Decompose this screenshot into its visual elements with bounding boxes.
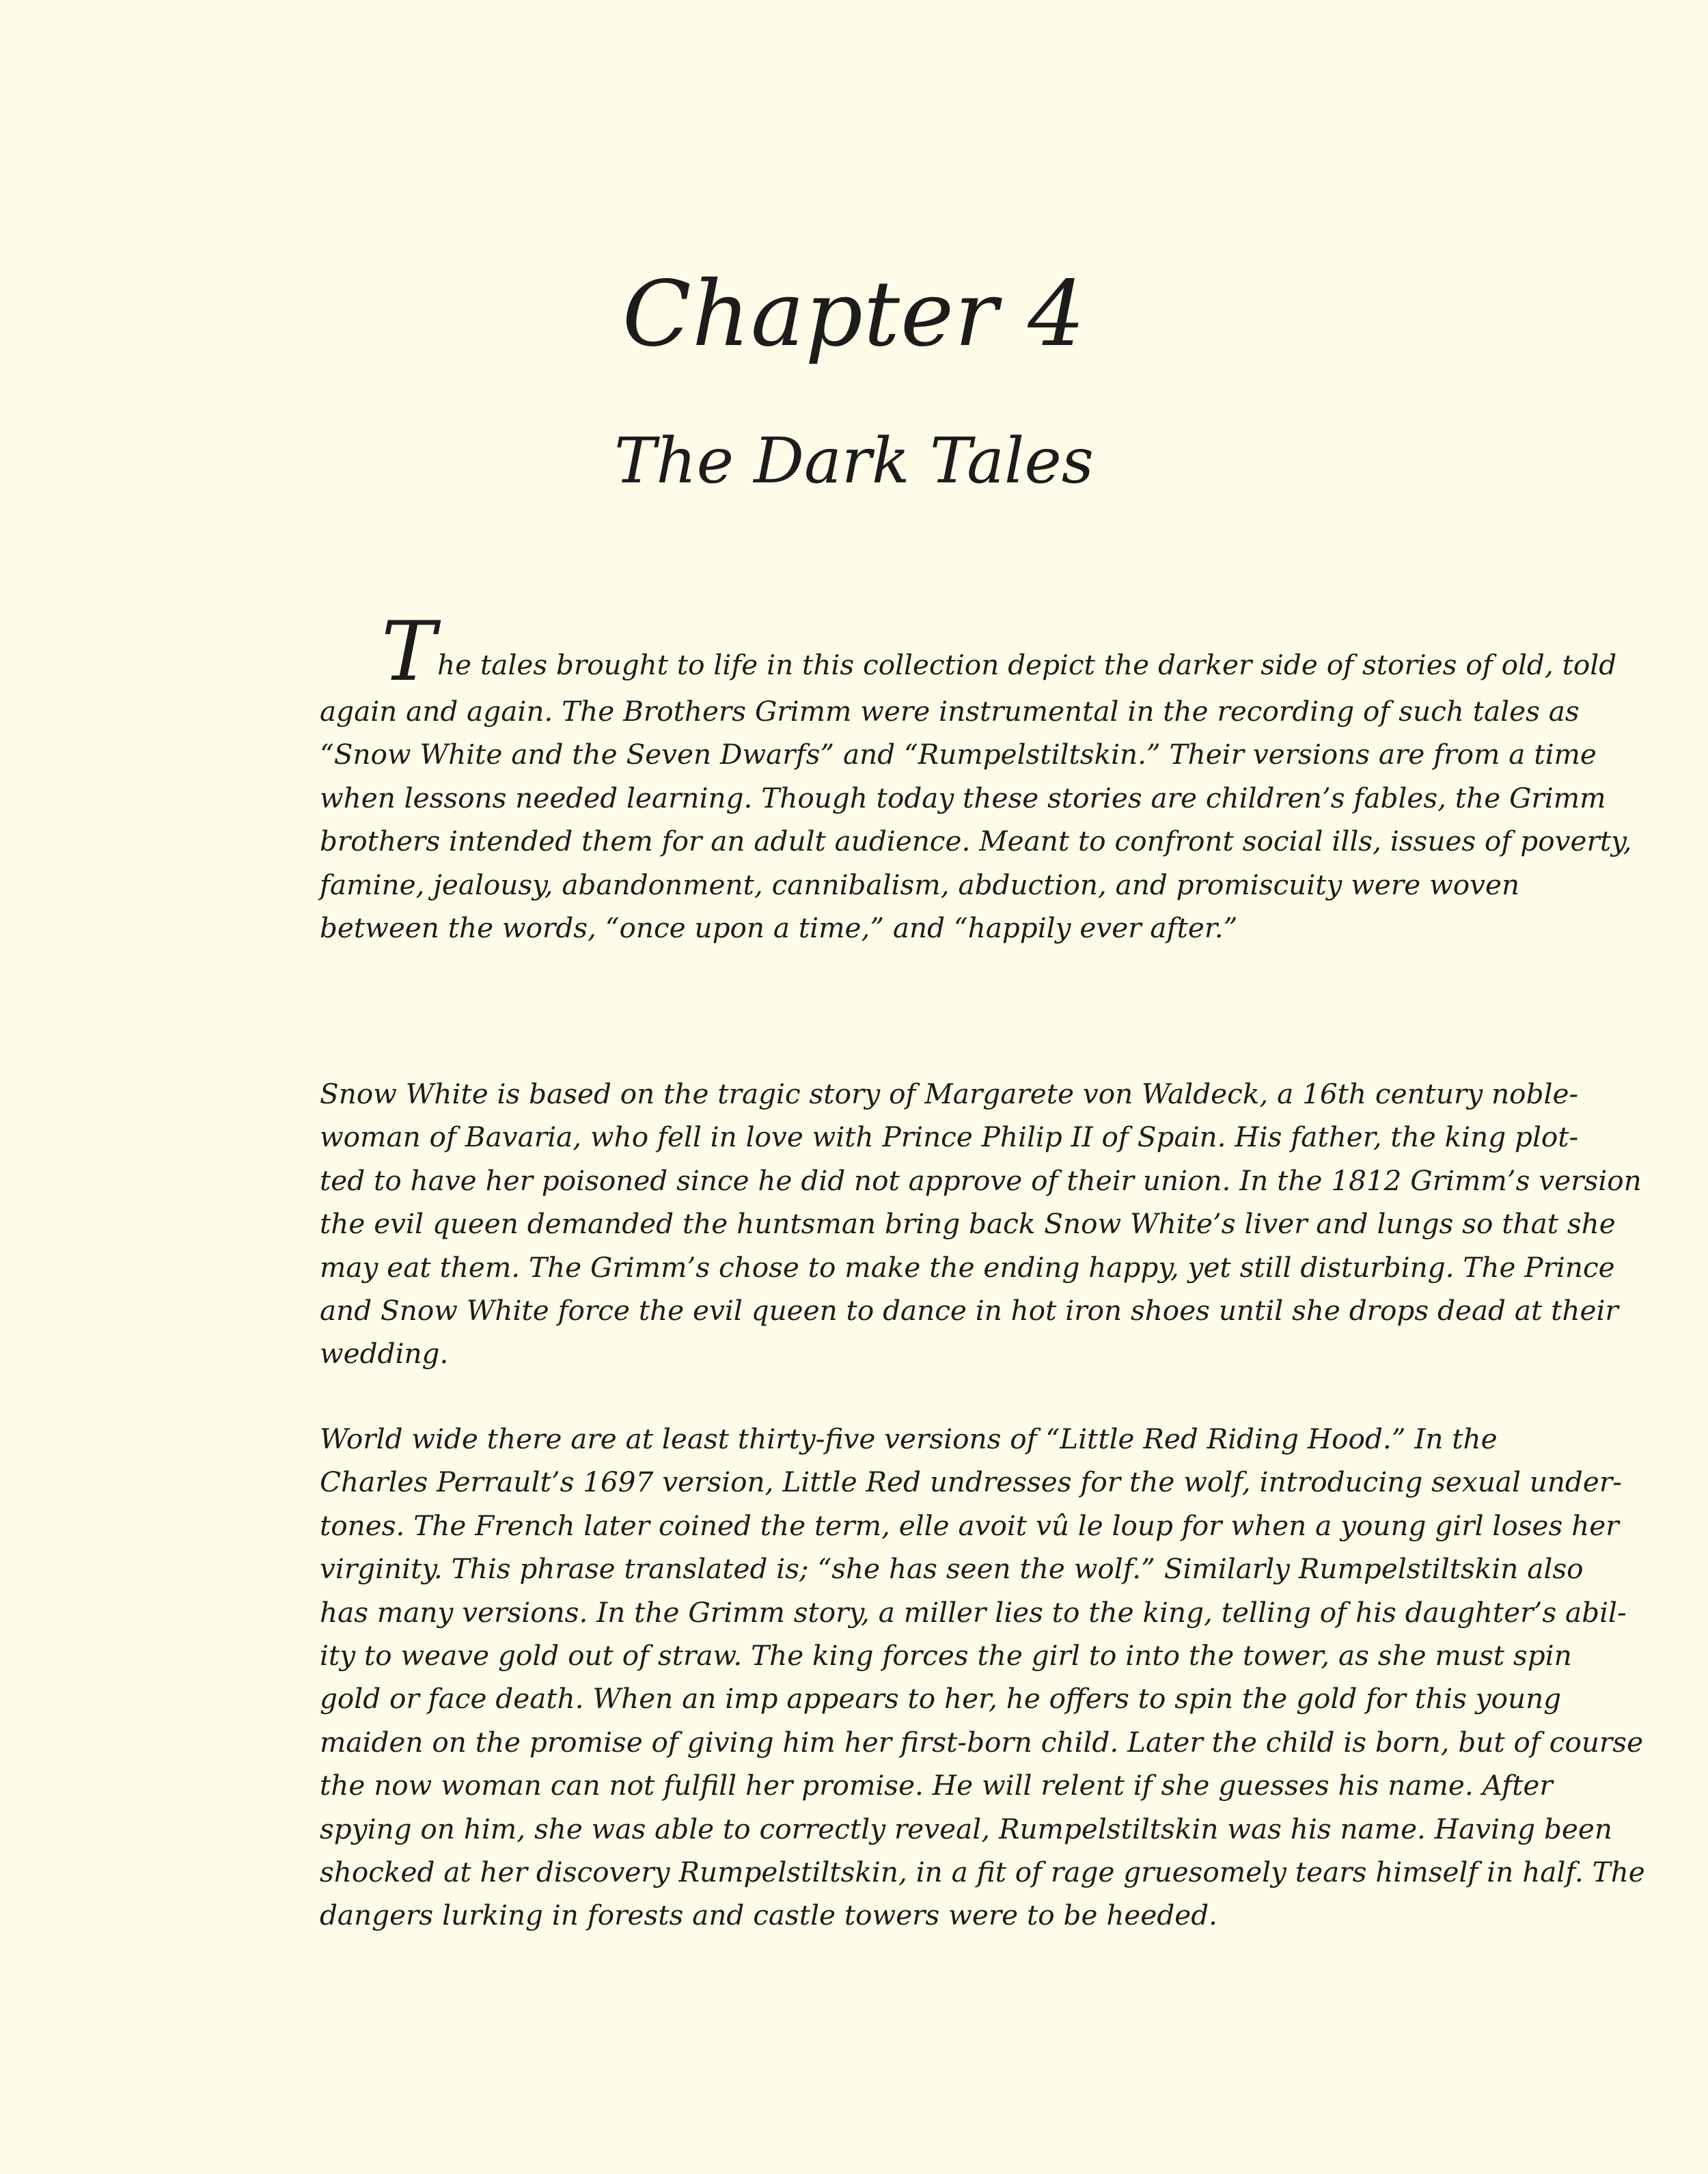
text-line: Snow White is based on the tragic story of Margarete von Waldeck, a 16th century noble- (320, 1077, 1579, 1110)
text-line: brothers intended them for an adult audience. Meant to confront social ills, issues of poverty, (320, 825, 1632, 858)
paragraph-snow-white (320, 1073, 1642, 1376)
text-line: ity to weave gold out of straw. The king forces the girl to into the tower, as she must spin (320, 1638, 1572, 1672)
text-line: the now woman can not fulfill her promise. He will relent if she guesses his name. After (320, 1769, 1553, 1802)
text-line: spying on him, she was able to correctly reveal, Rumpelstiltskin was his name. Having been (320, 1812, 1612, 1845)
paragraph-red-riding-hood (320, 1418, 1645, 1938)
text-line: has many versions. In the Grimm story, a miller lies to the king, telling of his daughter’s abil- (320, 1595, 1627, 1629)
text-line: the evil queen demanded the huntsman bring back Snow White’s liver and lungs so that she (320, 1207, 1616, 1241)
text-line: again and again. The Brothers Grimm were instrumental in the recording of such tales as (320, 695, 1580, 728)
text-line: “Snow White and the Seven Dwarfs” and “Rumpelstiltskin.” Their versions are from a time (320, 738, 1597, 771)
text-line: between the words, “once upon a time,” and “happily ever after.” (320, 911, 1238, 944)
paragraph-first-line (320, 605, 1617, 700)
text-line: gold or face death. When an imp appears to her, he offers to spin the gold for this young (320, 1682, 1562, 1716)
chapter-subtitle: The Dark Tales (614, 424, 1094, 497)
text-line: virginity. This phrase translated is; “she has seen the wolf.” Similarly Rumpelstiltskin also (320, 1552, 1584, 1586)
text-line: tones. The French later coined the term, elle avoit vû le loup for when a young girl loses her (320, 1509, 1619, 1542)
text-line: Charles Perrault’s 1697 version, Little Red undresses for the wolf, introducing sexual under- (320, 1466, 1622, 1499)
text-line: World wide there are at least thirty-five versions of “Little Red Riding Hood.” In the (320, 1422, 1498, 1455)
text-line: dangers lurking in forests and castle towers were to be heeded. (320, 1899, 1218, 1932)
text-line: maiden on the promise of giving him her first-born child. Later the child is born, but of course (320, 1725, 1644, 1759)
text-line: famine, jealousy, abandonment, cannibalism, abduction, and promiscuity were woven (320, 868, 1520, 901)
text-line: shocked at her discovery Rumpelstiltskin, in a fit of rage gruesomely tears himself in half. The (320, 1855, 1645, 1888)
drop-cap: T (381, 605, 437, 700)
chapter-title: Chapter 4 (622, 262, 1086, 367)
text-line: woman of Bavaria, who fell in love with Prince Philip II of Spain. His father, the king plot- (320, 1120, 1579, 1154)
text-line: ted to have her poisoned since he did not approve of their union. In the 1812 Grimm’s version (320, 1164, 1642, 1197)
first-line-text: he tales brought to life in this collection depict the darker side of stories of old, told (437, 648, 1617, 681)
text-line: when lessons needed learning. Though today these stories are children’s fables, the Grimm (320, 781, 1606, 814)
text-line: wedding. (320, 1337, 449, 1371)
text-line: may eat them. The Grimm’s chose to make the ending happy, yet still disturbing. The Prince (320, 1250, 1615, 1284)
text-line: and Snow White force the evil queen to dance in hot iron shoes until she drops dead at their (320, 1293, 1619, 1327)
paragraph-intro (320, 605, 1632, 950)
